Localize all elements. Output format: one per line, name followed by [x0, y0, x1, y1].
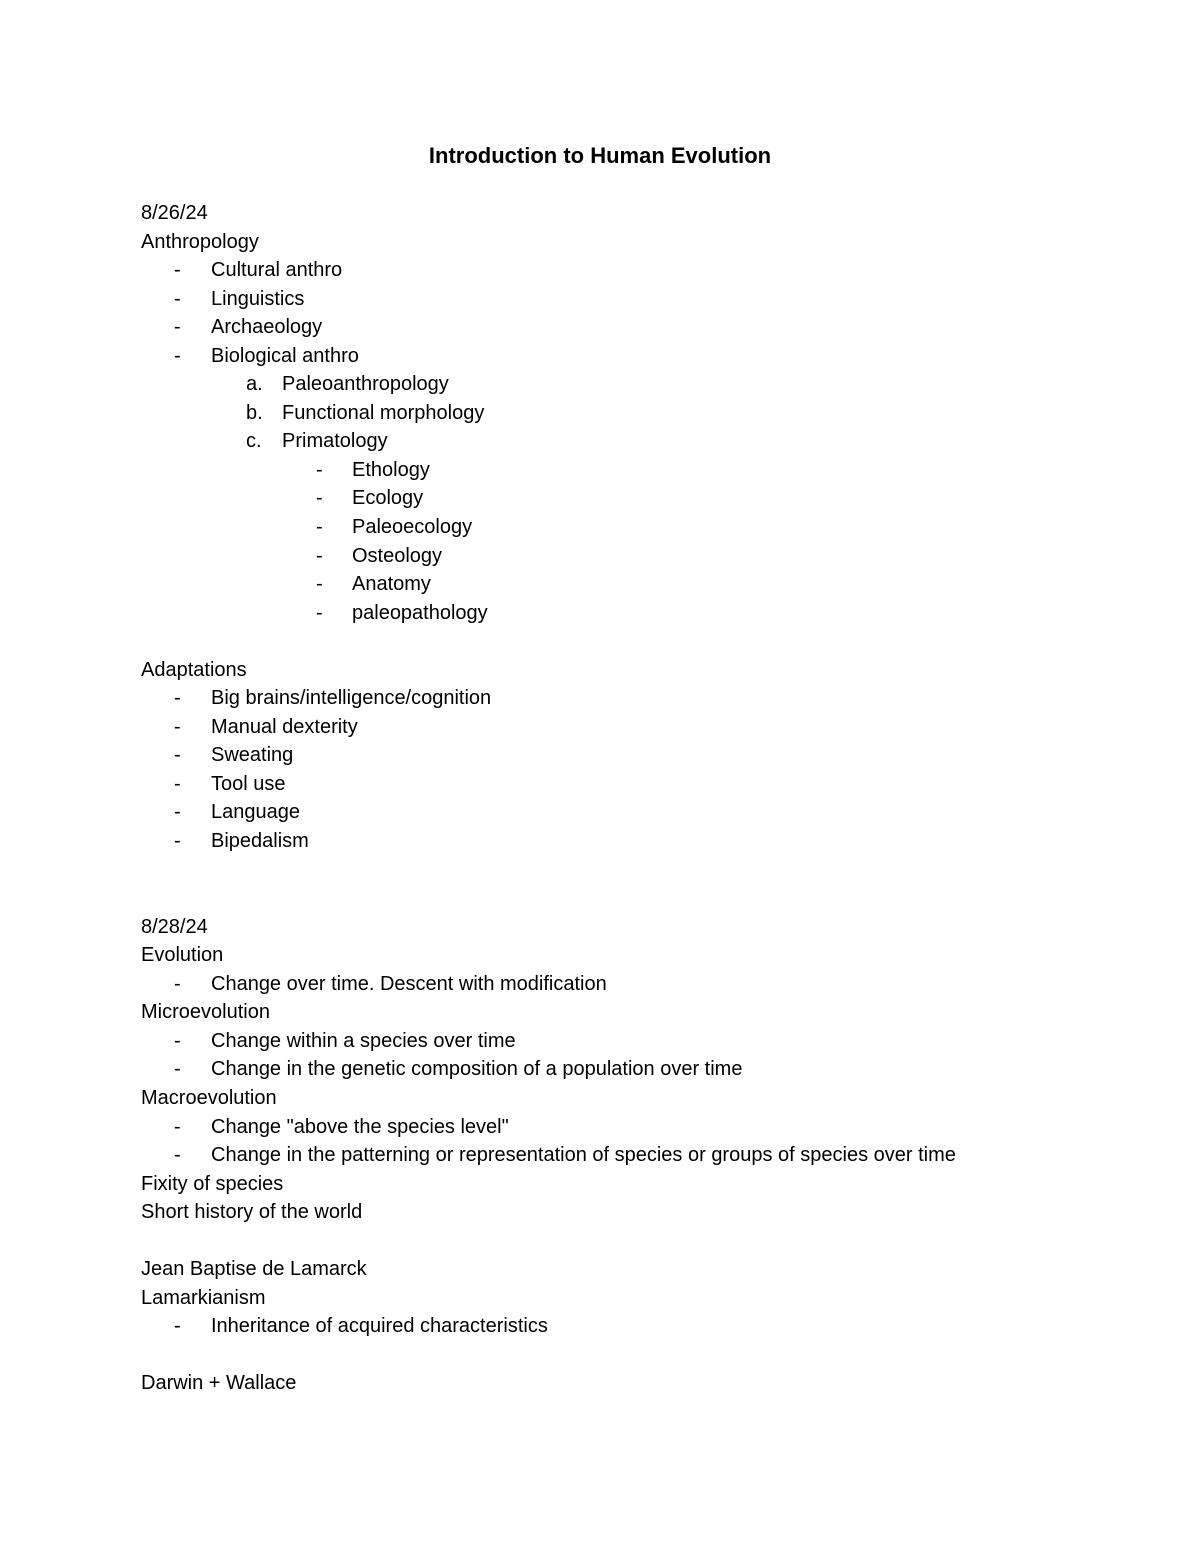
text-darwin-wallace: Darwin + Wallace: [141, 1372, 297, 1395]
letter-marker: b.: [246, 401, 263, 424]
sub-list-item: a. Paleoanthropology: [141, 370, 1141, 399]
subsub-list-item: - Anatomy: [141, 570, 1141, 599]
blank-line: [141, 884, 1141, 913]
list-item: - Archaeology: [141, 313, 1141, 342]
heading-microevolution: Microevolution: [141, 1001, 270, 1024]
text-short-history: Short history of the world: [141, 1201, 363, 1224]
list-item: - Change in the genetic composition of a population over time: [141, 1055, 1141, 1084]
list-item: - Change over time. Descent with modification: [141, 970, 1141, 999]
letter-marker: a.: [246, 373, 263, 396]
bullet-marker: -: [174, 715, 181, 738]
date-8-28: 8/28/24: [141, 915, 208, 938]
blank-line: [141, 856, 1141, 885]
sub-list-item: c. Primatology: [141, 427, 1141, 456]
date-8-26: 8/26/24: [141, 202, 208, 224]
bullet-marker: -: [174, 1058, 181, 1081]
bullet-marker: -: [174, 344, 181, 367]
bullet-marker: -: [174, 972, 181, 995]
heading-adaptations: Adaptations: [141, 658, 247, 681]
bullet-marker: -: [174, 316, 181, 339]
bullet-marker: -: [174, 287, 181, 310]
bullet-marker: -: [174, 1029, 181, 1052]
list-item: - Sweating: [141, 741, 1141, 770]
document-body: [141, 199, 1141, 1398]
blank-line: [141, 1341, 1141, 1370]
list-item: - Manual dexterity: [141, 713, 1141, 742]
list-item: - Cultural anthro: [141, 256, 1141, 285]
list-item: - Change "above the species level": [141, 1113, 1141, 1142]
list-item: - Biological anthro: [141, 342, 1141, 371]
bullet-marker: -: [174, 830, 181, 853]
sub-list-item: b. Functional morphology: [141, 399, 1141, 428]
bullet-marker: -: [316, 458, 323, 481]
bullet-marker: -: [174, 801, 181, 824]
bullet-marker: -: [316, 544, 323, 567]
bullet-marker: -: [174, 744, 181, 767]
list-item: - Tool use: [141, 770, 1141, 799]
list-item: - Language: [141, 798, 1141, 827]
list-item: - Linguistics: [141, 285, 1141, 314]
list-item: - Inheritance of acquired characteristics: [141, 1312, 1141, 1341]
bullet-marker: -: [174, 1144, 181, 1167]
bullet-marker: -: [174, 259, 181, 282]
heading-macroevolution: Macroevolution: [141, 1086, 277, 1109]
text-fixity-of-species: Fixity of species: [141, 1172, 284, 1195]
list-item: - Bipedalism: [141, 827, 1141, 856]
document-title: Introduction to Human Evolution: [428, 143, 772, 168]
subsub-list-item: - paleopathology: [141, 599, 1141, 628]
bullet-marker: -: [174, 772, 181, 795]
bullet-marker: -: [174, 1315, 181, 1338]
letter-marker: c.: [246, 430, 262, 453]
list-item: - Change within a species over time: [141, 1027, 1141, 1056]
subsub-list-item: - Paleoecology: [141, 513, 1141, 542]
list-item: - Big brains/intelligence/cognition: [141, 684, 1141, 713]
bullet-marker: -: [316, 516, 323, 539]
bullet-marker: -: [174, 1115, 181, 1138]
heading-evolution: Evolution: [141, 944, 224, 967]
list-item: - Change in the patterning or representation of species or groups of species over time: [141, 1141, 1141, 1170]
bullet-marker: -: [174, 687, 181, 710]
bullet-marker: -: [316, 573, 323, 596]
subsub-list-item: - Ecology: [141, 484, 1141, 513]
heading-anthropology: Anthropology: [141, 230, 259, 253]
heading-lamarkianism: Lamarkianism: [141, 1286, 266, 1309]
bullet-marker: -: [316, 487, 323, 510]
blank-line: [141, 627, 1141, 656]
subsub-list-item: - Ethology: [141, 456, 1141, 485]
blank-line: [141, 1227, 1141, 1256]
subsub-list-item: - Osteology: [141, 542, 1141, 571]
text-lamarck: Jean Baptise de Lamarck: [141, 1258, 367, 1281]
bullet-marker: -: [316, 601, 323, 624]
